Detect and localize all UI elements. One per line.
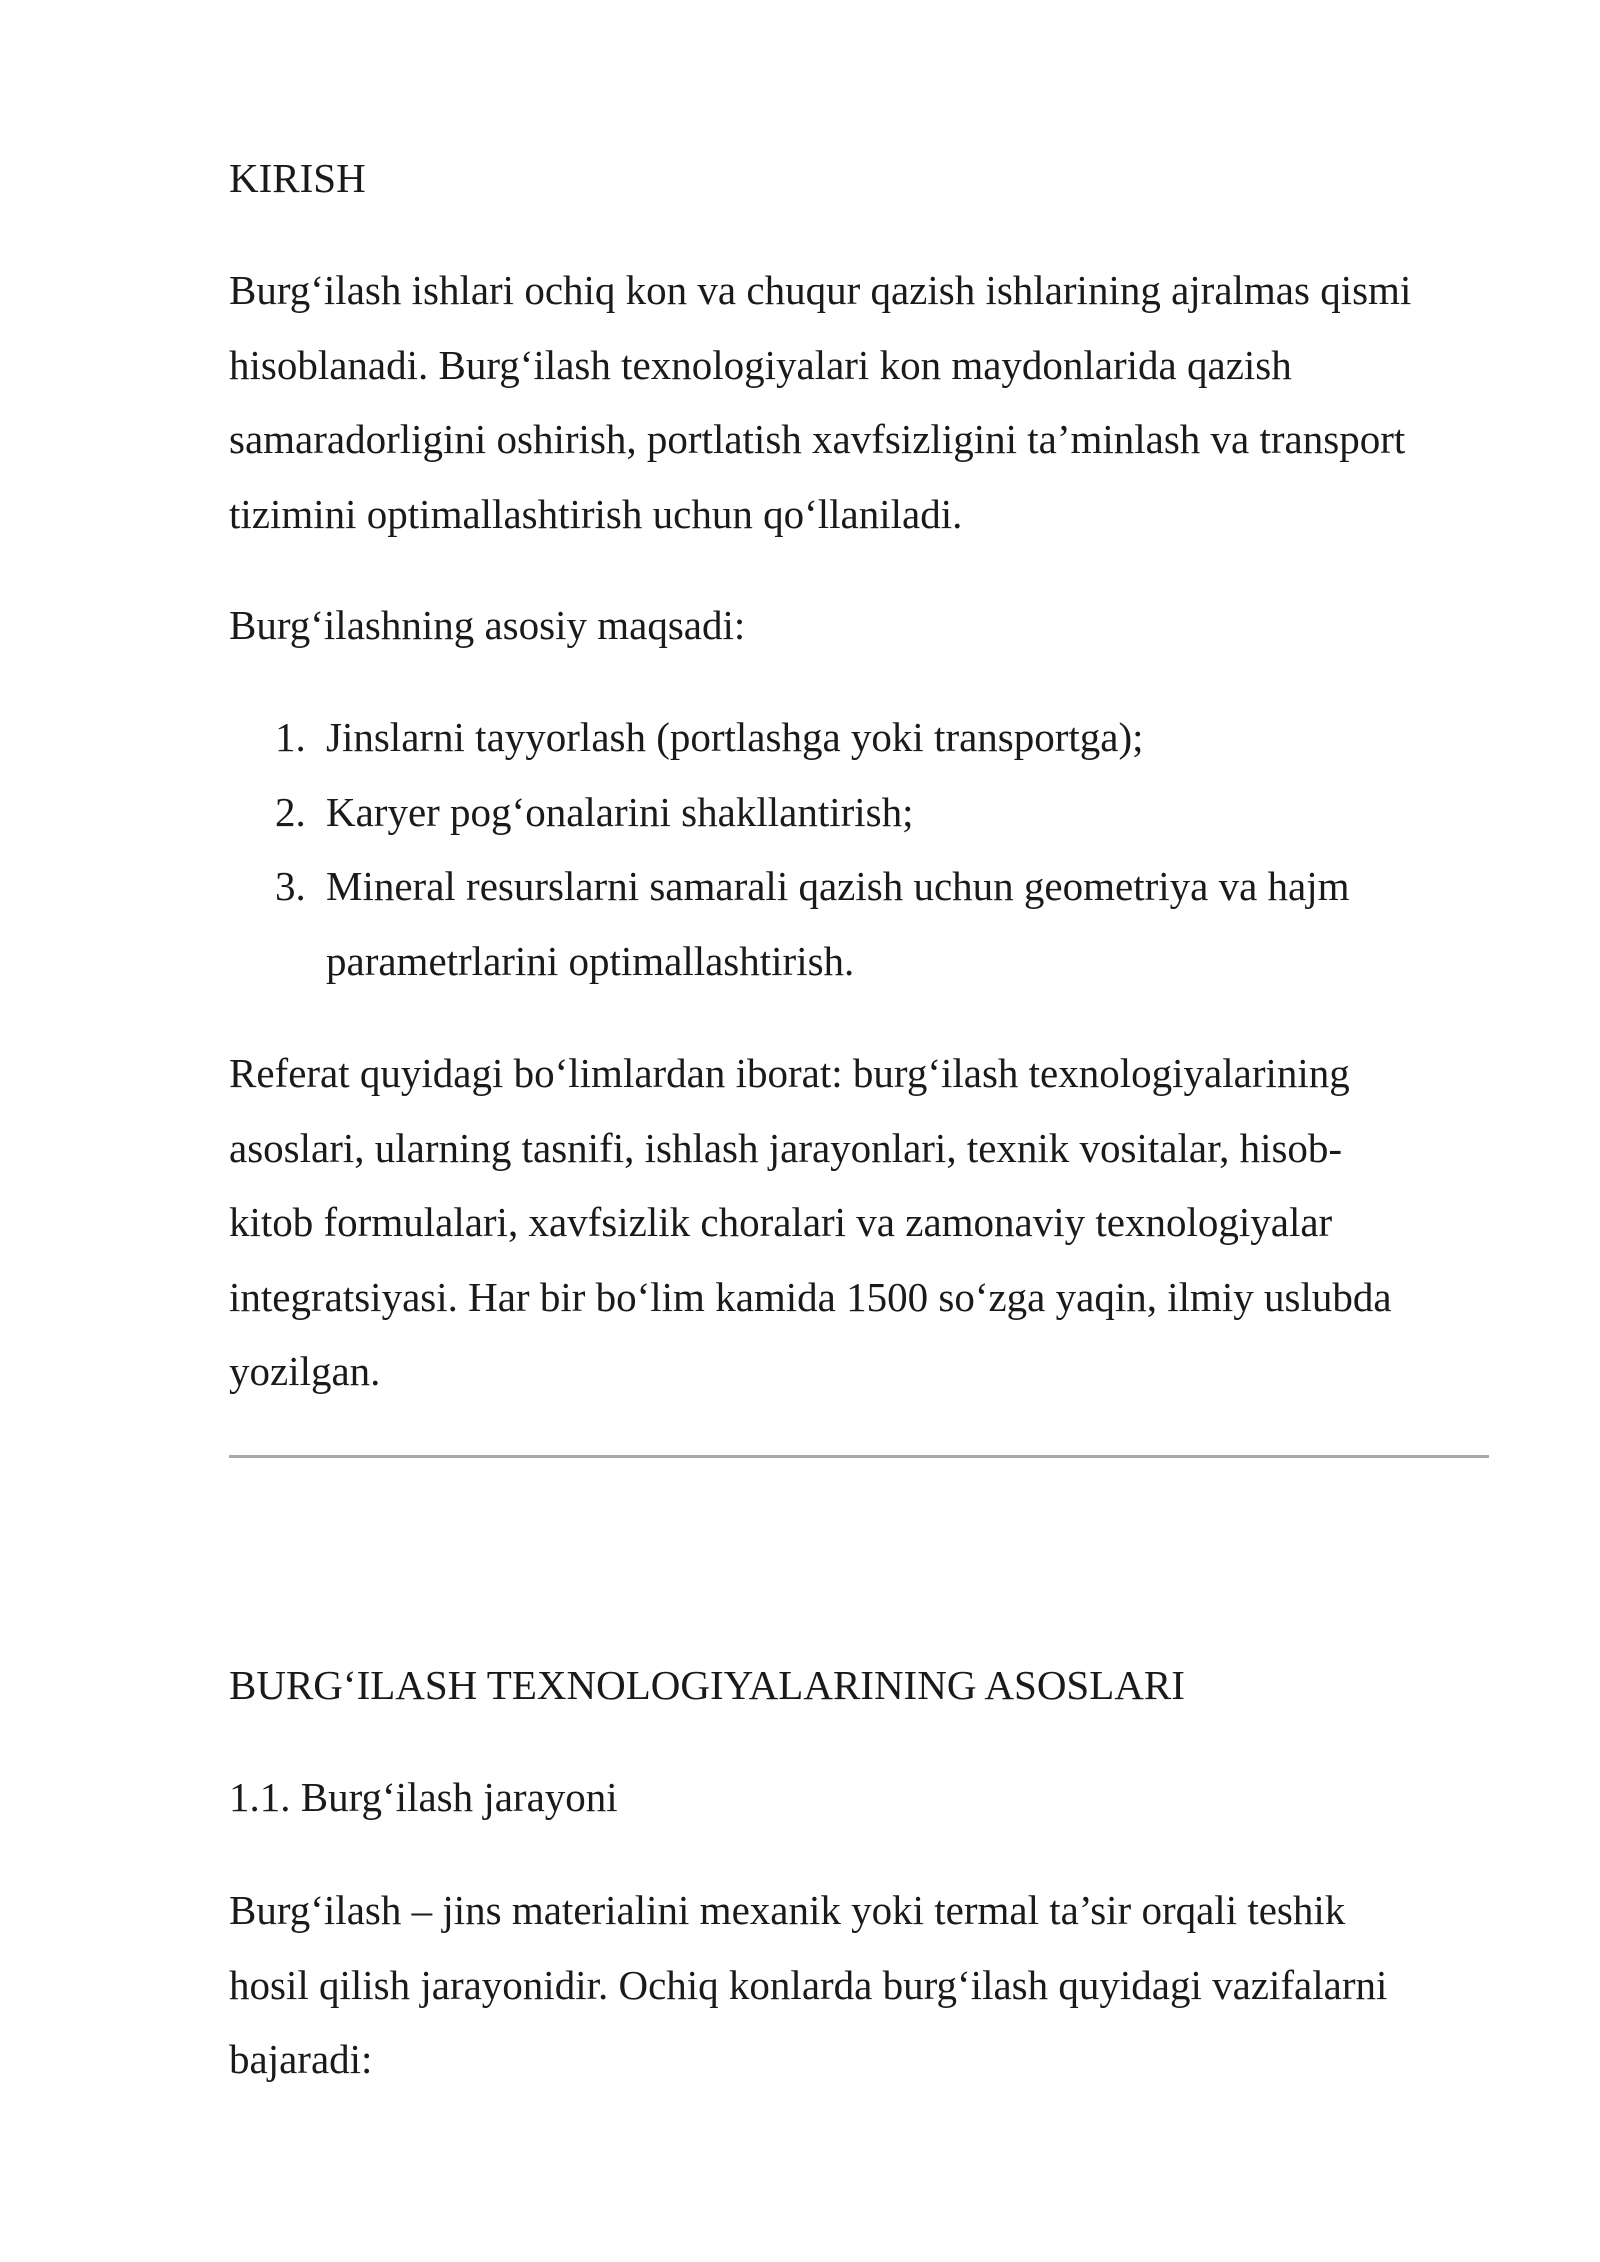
text-line: samaradorligini oshirish, portlatish xavfsizligini ta’minlash va transport xyxy=(229,416,1406,462)
list-number: 2. xyxy=(275,788,306,835)
text-line: kitob formulalari, xavfsizlik choralari va zamonaviy texnologiyalar xyxy=(229,1199,1333,1245)
text-line: bajaradi: xyxy=(229,2036,373,2082)
goals-list xyxy=(229,700,1350,998)
text-line: integratsiyasi. Har bir bo‘lim kamida 1500 so‘zga yaqin, ilmiy uslubda xyxy=(229,1273,1392,1320)
list-item-text: Jinslarni tayyorlash (portlashga yoki transportga); xyxy=(326,714,1144,760)
intro-heading: KIRISH xyxy=(229,155,366,201)
list-item xyxy=(229,775,1350,850)
list-item xyxy=(229,700,1350,775)
text-line: yozilgan. xyxy=(229,1348,381,1394)
intro-paragraph-3 xyxy=(229,1036,1489,1409)
text-line: Burg‘ilashning asosiy maqsadi: xyxy=(229,602,746,648)
text-line: asoslari, ularning tasnifi, ishlash jarayonlari, texnik vositalar, hisob- xyxy=(229,1124,1343,1171)
text-line: tizimini optimallashtirish uchun qo‘llaniladi. xyxy=(229,490,963,537)
list-number: 1. xyxy=(275,714,306,760)
subsection-heading: 1.1. Burg‘ilash jarayoni xyxy=(229,1774,618,1820)
section-heading: BURG‘ILASH TEXNOLOGIYALARINING ASOSLARI xyxy=(229,1662,1185,1708)
text-line: Burg‘ilash ishlari ochiq kon va chuqur qazish ishlarining ajralmas qismi xyxy=(229,267,1412,313)
list-item-text: Karyer pog‘onalarini shakllantirish; xyxy=(326,788,914,835)
list-number: 3. xyxy=(275,863,306,909)
list-item-text: Mineral resurslarni samarali qazish uchun geometriya va hajm xyxy=(326,863,1350,909)
list-item xyxy=(229,849,1350,998)
text-line: Referat quyidagi bo‘limlardan iborat: burg‘ilash texnologiyalarining xyxy=(229,1050,1350,1096)
list-item-text: parametrlarini optimallashtirish. xyxy=(326,937,855,984)
text-line: Burg‘ilash – jins materialini mexanik yoki termal ta’sir orqali teshik xyxy=(229,1887,1346,1933)
intro-paragraph-2 xyxy=(229,588,1489,663)
text-line: hosil qilish jarayonidir. Ochiq konlarda burg‘ilash quyidagi vazifalarni xyxy=(229,1961,1388,2008)
section-paragraph-1 xyxy=(229,1873,1489,2097)
text-line: hisoblanadi. Burg‘ilash texnologiyalari kon maydonlarida qazish xyxy=(229,341,1292,388)
intro-paragraph-1 xyxy=(229,253,1489,551)
horizontal-divider xyxy=(229,1455,1489,1458)
